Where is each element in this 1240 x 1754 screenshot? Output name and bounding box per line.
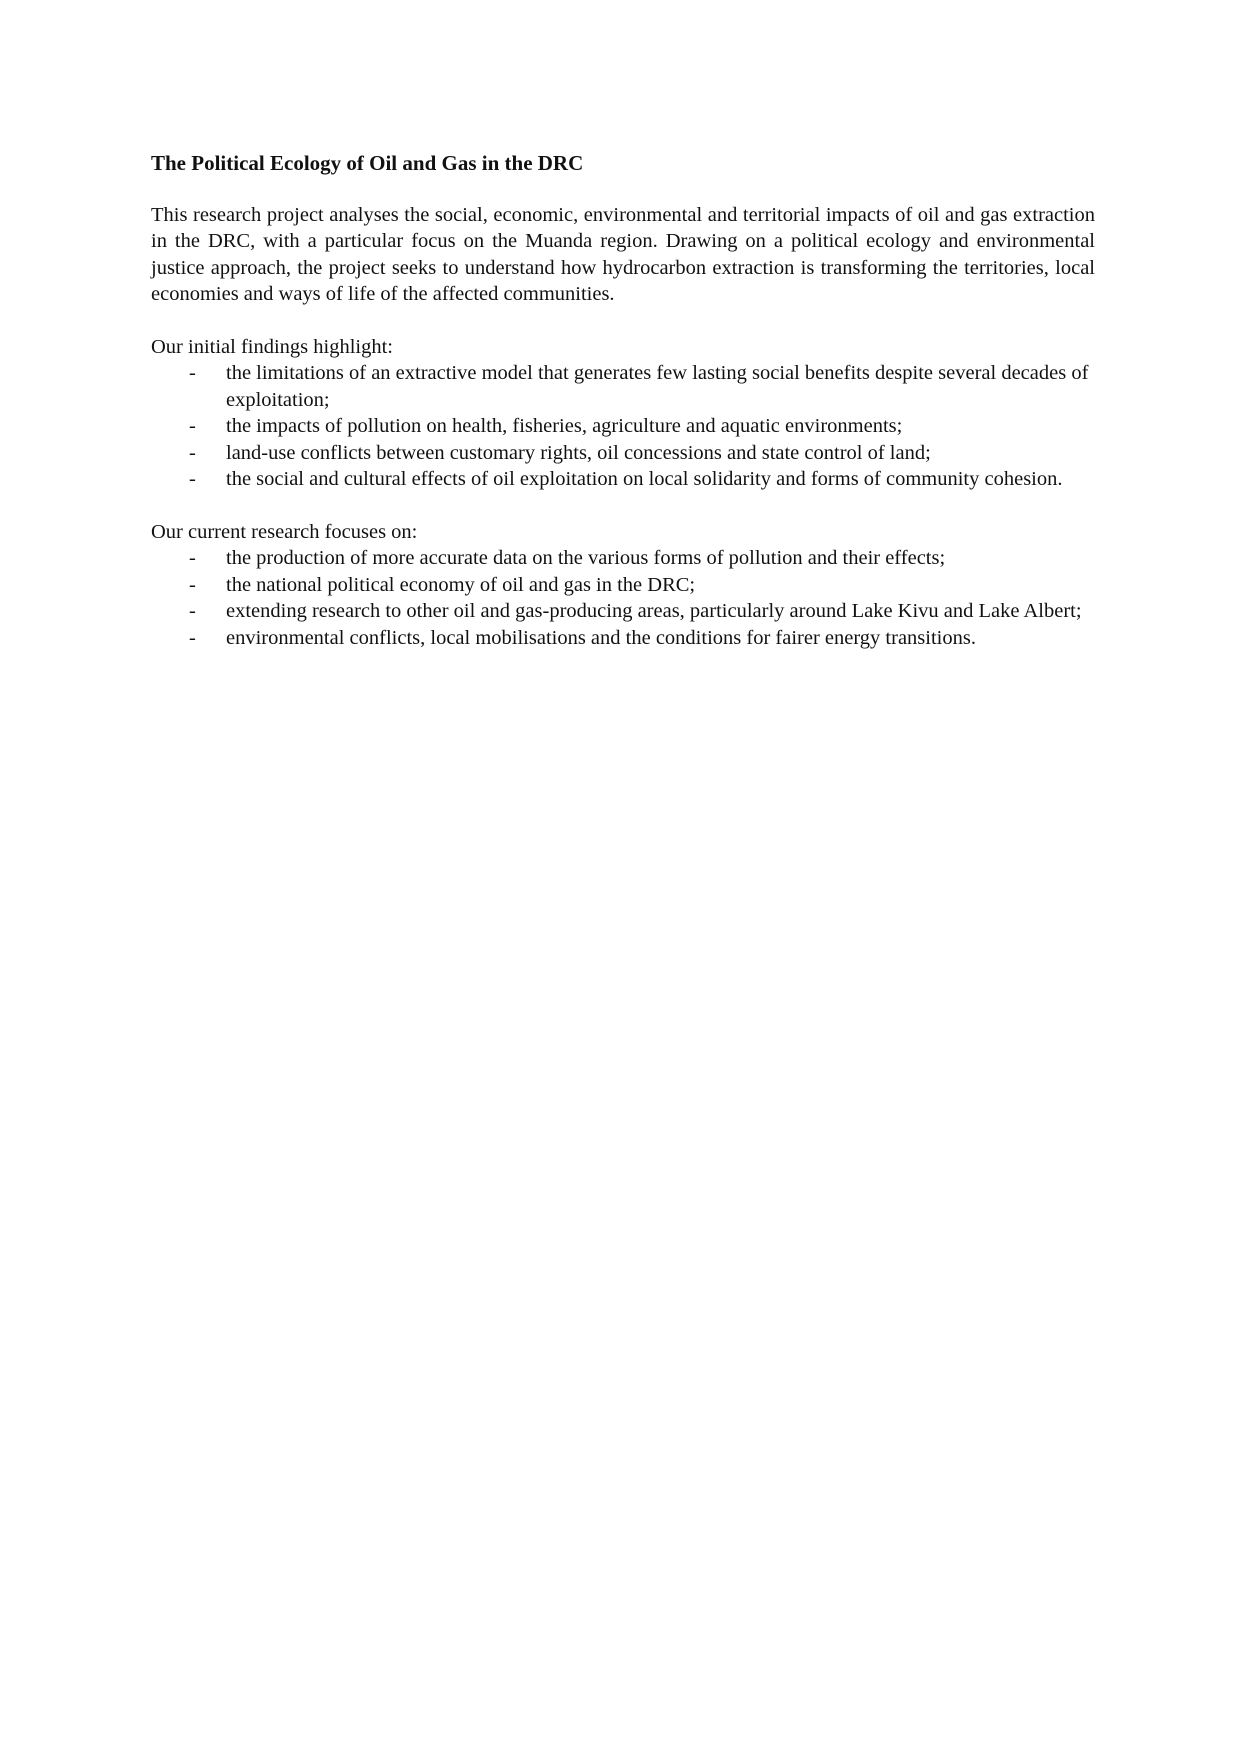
intro-paragraph: This research project analyses the social, economic, environmental and territorial impacts of oil and gas extraction in the DRC, with a particular focus on the Muanda region. Drawing on a political ecology and environmental justice approach, the project seeks to understand how hydrocarbon extraction is transforming the territories, local economies and ways of life of the affected communities.: [151, 203, 1095, 305]
list-item-text: the limitations of an extractive model that generates few lasting social benefits despite several decades of exploitation;: [226, 362, 1089, 411]
list-item: [151, 598, 1095, 625]
list-item-text: environmental conflicts, local mobilisations and the conditions for fairer energy transitions.: [226, 626, 976, 649]
dash-bullet: -: [189, 573, 196, 596]
dash-bullet: -: [189, 415, 196, 437]
list-item-text: the national political economy of oil and gas in the DRC;: [226, 573, 696, 596]
dash-bullet: -: [189, 547, 196, 569]
current-research-heading: Our current research focuses on:: [151, 520, 418, 543]
list-item: [151, 360, 1095, 413]
dash-bullet: -: [189, 362, 196, 384]
list-item-text: the production of more accurate data on the various forms of pollution and their effects;: [226, 547, 946, 569]
dash-bullet: -: [189, 626, 196, 649]
dash-bullet: -: [189, 600, 196, 622]
findings-heading: Our initial findings highlight:: [151, 335, 394, 358]
list-item: [151, 440, 1095, 467]
list-item: [151, 413, 1095, 440]
document-page: [151, 150, 1095, 677]
dash-bullet: -: [189, 468, 196, 490]
current-research-list: [151, 545, 1095, 651]
list-item: [151, 572, 1095, 599]
list-item-text: the impacts of pollution on health, fisheries, agriculture and aquatic environments;: [226, 415, 903, 437]
list-item: [151, 625, 1095, 652]
list-item-text: extending research to other oil and gas-producing areas, particularly around Lake Kivu and Lake Albert;: [226, 600, 1082, 622]
findings-list: [151, 360, 1095, 493]
list-item-text: land-use conflicts between customary rights, oil concessions and state control of land;: [226, 441, 931, 464]
list-item: [151, 545, 1095, 572]
dash-bullet: -: [189, 441, 196, 464]
document-title: The Political Ecology of Oil and Gas in the DRC: [151, 151, 584, 175]
list-item: [151, 466, 1095, 493]
list-item-text: the social and cultural effects of oil exploitation on local solidarity and forms of community cohesion.: [226, 468, 1063, 490]
